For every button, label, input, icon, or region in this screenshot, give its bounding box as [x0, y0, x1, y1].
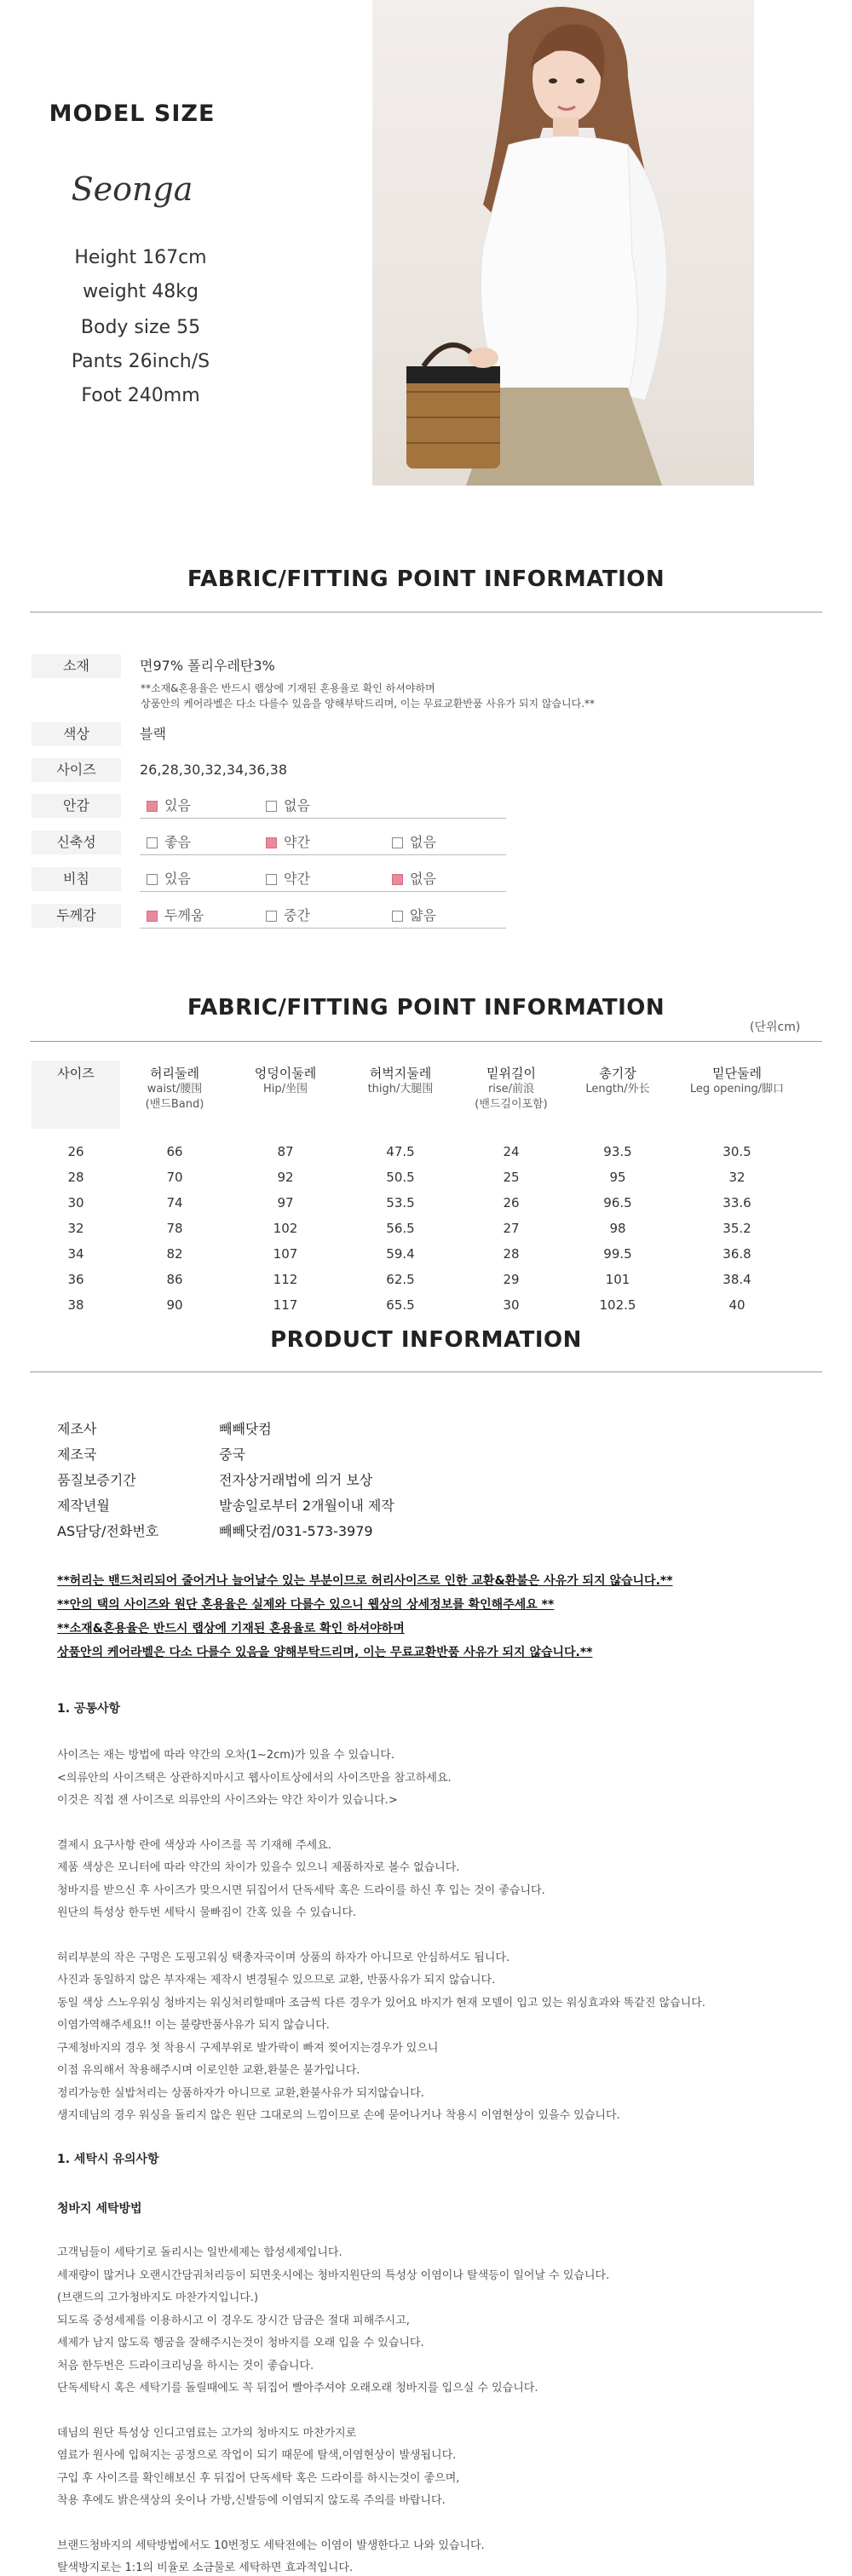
size-cell: 26: [67, 1144, 84, 1159]
size-cell: 87: [277, 1144, 294, 1159]
option-underline: [140, 854, 506, 855]
fabric-label-color: 색상: [32, 722, 121, 746]
size-header-sub: (밴드Band): [145, 1098, 204, 1111]
body-text-line: 고객님들이 세탁기로 돌리시는 일반세제는 합성세제입니다.: [57, 2246, 343, 2259]
fabric-value-color: 블랙: [140, 726, 166, 742]
fabric-option-text: 얇음: [410, 907, 436, 923]
size-cell: 78: [166, 1221, 183, 1236]
checkbox-icon: [392, 911, 403, 922]
size-cell: 24: [503, 1144, 520, 1159]
fabric-option: [266, 904, 310, 928]
body-text-line: 청바지를 받으신 후 사이즈가 맞으시면 뒤집어서 단독세탁 혹은 드라이를 하신 후 입는 것이 좋습니다.: [57, 1883, 545, 1897]
product-key: 제조사: [57, 1421, 97, 1437]
body-text-line: 이것은 직접 잰 사이즈로 의류안의 사이즈와는 약간 차이가 있습니다.>: [57, 1794, 398, 1807]
size-cell: 90: [166, 1297, 183, 1313]
body-text-line: 이점 유의해서 착용해주시며 이로인한 교환,환불은 불가입니다.: [57, 2064, 360, 2077]
size-cell: 56.5: [386, 1221, 415, 1236]
option-underline: [140, 818, 506, 819]
size-cell: 34: [67, 1246, 84, 1262]
fabric-option-text: 없음: [410, 871, 436, 887]
body-text-line: 사이즈는 재는 방법에 따라 약간의 오차(1~2cm)가 있을 수 있습니다.: [57, 1749, 394, 1762]
body-text-line: 동일 색상 스노우워싱 청바지는 워싱처리할때마 조금씩 다른 경우가 있어요 바지가 현재 모델이 입고 있는 워싱효과와 똑같진 않습니다.: [57, 1996, 705, 2010]
divider: [30, 1041, 822, 1042]
size-header-cell: [230, 1065, 341, 1097]
size-cell: 29: [503, 1272, 520, 1287]
size-header-ko: 허리둘레: [150, 1066, 199, 1081]
fabric-row-option: [32, 904, 815, 928]
size-cell: 101: [605, 1272, 630, 1287]
size-header-ko: 총기장: [599, 1066, 636, 1081]
size-header-cell: [673, 1065, 801, 1097]
body-text-line: 염료가 원사에 입혀지는 공정으로 작업이 되기 때문에 탈색,이염현상이 발생됩니다.: [57, 2449, 457, 2462]
fabric-option-text: 약간: [284, 871, 310, 887]
size-cell: 30.5: [722, 1144, 751, 1159]
fabric-row-size: [32, 758, 815, 782]
fabric-option-label: 신축성: [32, 831, 121, 854]
body-text-line: 허리부분의 작은 구멍은 도핑고워싱 택총자국이며 상품의 하자가 아니므로 안심하셔도 됩니다.: [57, 1951, 510, 1964]
size-cell: 38.4: [722, 1272, 751, 1287]
size-cell: 102: [273, 1221, 298, 1236]
body-text-line: 이염가역해주세요!! 이는 불량반품사유가 되지 않습니다.: [57, 2019, 330, 2032]
size-cell: 95: [609, 1170, 626, 1185]
checkbox-icon: [392, 874, 403, 885]
size-cell: 35.2: [722, 1221, 751, 1236]
material-note-1: **소재&혼용율은 반드시 랩상에 기재된 혼용율로 확인 하셔야하며: [141, 682, 435, 694]
size-cell: 32: [67, 1221, 84, 1236]
fabric-option: [147, 867, 191, 891]
size-cell: 86: [166, 1272, 183, 1287]
size-header-sub: (밴드길이포함): [475, 1098, 548, 1111]
fabric-option: [266, 831, 310, 854]
size-cell: 99.5: [603, 1246, 632, 1262]
size-header-sub: Length/外长: [585, 1083, 650, 1095]
size-header-ko: 사이즈: [57, 1066, 95, 1081]
size-cell: 30: [503, 1297, 520, 1313]
model-spec-height: Height 167cm: [74, 247, 207, 268]
fabric-row-option: [32, 831, 815, 854]
body-text-line: 브랜드청바지의 세탁방법에서도 10번정도 세탁전에는 이염이 발생한다고 나와 있습니다.: [57, 2539, 485, 2552]
size-cell: 36: [67, 1272, 84, 1287]
size-cell: 82: [166, 1246, 183, 1262]
option-underline: [140, 928, 506, 929]
body-text-line: 데님의 원단 특성상 인디고염료는 고가의 청바지도 마찬가지로: [57, 2426, 357, 2440]
checkbox-icon: [147, 911, 158, 922]
fabric-option: [392, 831, 436, 854]
body-text-line: 구입 후 사이즈를 확인해보신 후 뒤집어 단독세탁 혹은 드라이를 하시는것이 좋으며,: [57, 2471, 460, 2485]
size-header-cell: [349, 1065, 452, 1097]
size-header-ko: 밑단둘레: [712, 1066, 762, 1081]
model-spec-foot: Foot 240mm: [81, 385, 200, 406]
section2-subtitle: 청바지 세탁방법: [57, 2202, 142, 2216]
fabric-value-material: 면97% 폴리우레탄3%: [140, 658, 275, 674]
checkbox-icon: [266, 911, 277, 922]
size-cell: 47.5: [386, 1144, 415, 1159]
size-header-ko: 허벅지둘레: [369, 1066, 432, 1081]
size-header-ko: 밑위길이: [486, 1066, 536, 1081]
size-cell: 33.6: [722, 1195, 751, 1210]
notice-line: **허리는 밴드처리되어 줄어거나 늘어날수 있는 부분이므로 허리사이즈로 인한 교환&환불은 사유가 되지 않습니다.**: [57, 1574, 673, 1588]
fabric-option-text: 없음: [410, 834, 436, 850]
body-text-line: 구제청바지의 경우 첫 착용시 구제부위로 발가락이 빠져 찢어지는경우가 있으니: [57, 2041, 439, 2055]
fabric-option-text: 있음: [164, 871, 191, 887]
size-cell: 97: [277, 1195, 294, 1210]
model-name: Seonga: [71, 170, 193, 208]
fabric-option: [266, 867, 310, 891]
size-cell: 70: [166, 1170, 183, 1185]
size-cell: 98: [609, 1221, 626, 1236]
fabric-row-option: [32, 794, 815, 818]
body-text-line: 생지데님의 경우 워싱을 돌리지 않은 원단 그대로의 느낌이므로 손에 묻어나거나 착용시 이염현상이 있을수 있습니다.: [57, 2109, 620, 2122]
size-cell: 117: [273, 1297, 298, 1313]
fabric-option: [147, 904, 204, 928]
size-cell: 36.8: [722, 1246, 751, 1262]
model-photo: [372, 0, 754, 486]
size-header-cell: [32, 1065, 120, 1082]
size-cell: 102.5: [599, 1297, 636, 1313]
size-cell: 107: [273, 1246, 298, 1262]
body-text-line: 사진과 동일하지 않은 부자재는 제작시 변경될수 있으므로 교환, 반품사유가 되지 않습니다.: [57, 1974, 496, 1987]
checkbox-icon: [266, 801, 277, 812]
size-cell: 25: [503, 1170, 520, 1185]
fabric-option-label: 안감: [32, 794, 121, 818]
fabric-option: [392, 904, 436, 928]
fabric-option-text: 중간: [284, 907, 310, 923]
body-text-line: <의류안의 사이즈택은 상관하지마시고 웹사이트상에서의 사이즈만을 참고하세요.: [57, 1771, 452, 1785]
checkbox-icon: [266, 837, 277, 848]
body-text-line: 단독세탁시 혹은 세탁기를 돌릴때에도 꼭 뒤집어 빨아주셔야 오래오래 청바지를 입으실 수 있습니다.: [57, 2382, 538, 2395]
section2-title: 1. 세탁시 유의사항: [57, 2153, 159, 2166]
size-cell: 92: [277, 1170, 294, 1185]
size-header-sub: Leg opening/脚口: [689, 1083, 785, 1095]
size-cell: 26: [503, 1195, 520, 1210]
size-header-sub: thigh/大腿围: [367, 1083, 434, 1095]
product-value: 빼빼닷컴: [219, 1421, 272, 1437]
size-cell: 96.5: [603, 1195, 632, 1210]
body-text-line: 착용 후에도 밝은색상의 옷이나 가방,신발등에 이염되지 않도록 주의를 바랍니다.: [57, 2494, 446, 2507]
checkbox-icon: [147, 874, 158, 885]
size-cell: 112: [273, 1272, 298, 1287]
product-key: 품질보증기간: [57, 1472, 136, 1488]
size-cell: 32: [728, 1170, 746, 1185]
option-underline: [140, 891, 506, 892]
checkbox-icon: [266, 874, 277, 885]
product-value: 빼빼닷컴/031-573-3979: [219, 1523, 373, 1539]
size-cell: 28: [503, 1246, 520, 1262]
fabric-row-option: [32, 867, 815, 891]
notice-line: **안의 택의 사이즈와 원단 혼용율은 실제와 다를수 있으니 웹상의 상세정보를 확인해주세요 **: [57, 1598, 555, 1612]
size-cell: 27: [503, 1221, 520, 1236]
fabric-option: [266, 794, 310, 818]
body-text-line: 세재량이 많거나 오랜시간담궈처리등이 되면옷시에는 청바지원단의 특성상 이염이나 탈색등이 일어날 수 있습니다.: [57, 2268, 610, 2282]
fabric-option-text: 약간: [284, 834, 310, 850]
size-cell: 66: [166, 1144, 183, 1159]
fabric-label-material: 소재: [32, 654, 121, 678]
size-cell: 30: [67, 1195, 84, 1210]
size-header-cell: [124, 1065, 226, 1113]
body-text-line: 처음 한두번은 드라이크리닝을 하시는 것이 좋습니다.: [57, 2359, 314, 2372]
fabric-label-size: 사이즈: [32, 758, 121, 782]
size-header-ko: 엉덩이둘레: [254, 1066, 317, 1081]
size-header-sub: Hip/坐围: [262, 1083, 308, 1095]
fabric-option-label: 비침: [32, 867, 121, 891]
product-section-title: PRODUCT INFORMATION: [270, 1327, 582, 1353]
body-text-line: 결제시 요구사항 란에 색상과 사이즈를 꼭 기재해 주세요.: [57, 1838, 331, 1852]
size-header-sub: waist/腰围: [147, 1083, 203, 1095]
product-key: 제조국: [57, 1446, 97, 1463]
size-cell: 65.5: [386, 1297, 415, 1313]
size-header-sub: rise/前浪: [487, 1083, 535, 1095]
fabric-option-text: 있음: [164, 797, 191, 814]
size-cell: 62.5: [386, 1272, 415, 1287]
size-cell: 50.5: [386, 1170, 415, 1185]
section1-title: 1. 공통사항: [57, 1702, 121, 1716]
product-value: 발송일로부터 2개월이내 제작: [219, 1498, 394, 1514]
fabric-option-label: 두께감: [32, 904, 121, 928]
size-cell: 59.4: [386, 1246, 415, 1262]
size-header-cell: [460, 1065, 562, 1113]
fabric-row-material: [32, 654, 815, 678]
checkbox-icon: [147, 801, 158, 812]
model-spec-weight: weight 48kg: [83, 281, 199, 302]
size-unit: (단위cm): [750, 1021, 801, 1034]
size-cell: 38: [67, 1297, 84, 1313]
size-section-title: FABRIC/FITTING POINT INFORMATION: [187, 995, 665, 1021]
product-value: 중국: [219, 1446, 245, 1463]
notice-line: **소재&혼용율은 반드시 랩상에 기재된 혼용율로 확인 하셔야하며: [57, 1622, 405, 1636]
body-text-line: 세제가 남지 않도록 헹굼을 잘해주시는것이 청바지를 오래 입을 수 있습니다.: [57, 2337, 424, 2349]
body-text-line: 정리가능한 실밥처리는 상품하자가 아니므로 교환,환불사유가 되지않습니다.: [57, 2086, 424, 2100]
fabric-option: [147, 831, 191, 854]
body-text-line: 탈색방지로는 1:1의 비율로 소금물로 세탁하면 효과적입니다.: [57, 2562, 354, 2574]
model-spec-body: Body size 55: [80, 317, 201, 338]
size-cell: 28: [67, 1170, 84, 1185]
notice-line: 상품안의 케어라벨은 다소 다를수 있음을 양해부탁드리며, 이는 무료교환반품 사유가 되지 않습니다.**: [57, 1646, 593, 1659]
size-header-cell: [567, 1065, 669, 1097]
body-text-line: 되도록 중성세제를 이용하시고 이 경우도 장시간 담금은 절대 피해주시고,: [57, 2314, 410, 2327]
divider: [30, 1371, 822, 1372]
body-text-line: (브랜드의 고가청바지도 마찬가지입니다.): [57, 2291, 259, 2304]
model-spec-pants: Pants 26inch/S: [71, 351, 210, 372]
checkbox-icon: [147, 837, 158, 848]
fabric-option-text: 두께움: [164, 907, 204, 923]
product-key: AS담당/전화번호: [57, 1523, 159, 1539]
checkbox-icon: [392, 837, 403, 848]
model-size-title: MODEL SIZE: [49, 101, 216, 127]
fabric-row-color: [32, 722, 815, 746]
product-key: 제작년월: [57, 1498, 110, 1514]
fabric-option-text: 좋음: [164, 834, 191, 850]
body-text-line: 원단의 특성상 한두번 세탁시 물빠짐이 간혹 있을 수 있습니다.: [57, 1906, 357, 1919]
fabric-option: [392, 867, 436, 891]
fabric-section-title: FABRIC/FITTING POINT INFORMATION: [187, 566, 665, 592]
size-cell: 53.5: [386, 1195, 415, 1210]
fabric-option-text: 없음: [284, 797, 310, 814]
fabric-option: [147, 794, 191, 818]
body-text-line: 제품 색상은 모니터에 따라 약간의 차이가 있을수 있으니 제품하자로 볼수 없습니다.: [57, 1861, 460, 1874]
size-cell: 40: [728, 1297, 746, 1313]
size-cell: 93.5: [603, 1144, 632, 1159]
fabric-value-size: 26,28,30,32,34,36,38: [140, 762, 288, 778]
material-note-2: 상품안의 케어라벨은 다소 다를수 있음을 양해부탁드리며, 이는 무료교환반품 사유가 되지 않습니다.**: [141, 698, 596, 710]
product-value: 전자상거래법에 의거 보상: [219, 1472, 373, 1488]
size-cell: 74: [166, 1195, 183, 1210]
